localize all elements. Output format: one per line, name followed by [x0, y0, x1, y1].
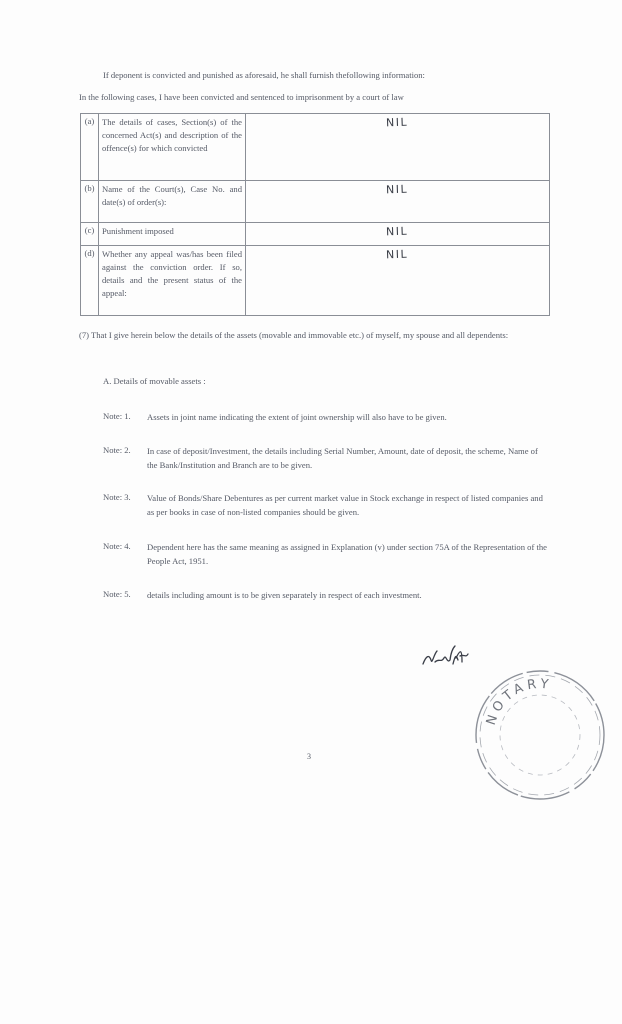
- row-description: Name of the Court(s), Case No. and date(s) of order(s):: [99, 181, 246, 223]
- movable-assets-heading: A. Details of movable assets :: [103, 376, 206, 386]
- note-text: Dependent here has the same meaning as assigned in Explanation (v) under section 75A of the Representation of the People Act, 1951.: [147, 542, 547, 566]
- row-value-handwritten: NIL: [386, 115, 409, 130]
- row-label: (d): [81, 246, 99, 316]
- note-key: Note: 5.: [103, 589, 131, 599]
- table-row: [81, 246, 550, 316]
- row-description: Whether any appeal was/has been filed against the conviction order. If so, details and the present status of the appeal:: [99, 246, 246, 316]
- row-label: (b): [81, 181, 99, 223]
- note-text: In case of deposit/Investment, the details including Serial Number, Amount, date of deposit, the scheme, Name of the Bank/Institution and Branch are to be given.: [147, 446, 538, 470]
- table-row: [81, 223, 550, 246]
- page-number: 3: [307, 752, 311, 761]
- note-key: Note: 4.: [103, 541, 131, 551]
- intro-line-2: In the following cases, I have been convicted and sentenced to imprisonment by a court of law: [79, 92, 404, 102]
- assets-paragraph: (7) That I give herein below the details of the assets (movable and immovable etc.) of myself, my spouse and all dependents:: [79, 330, 509, 340]
- row-value-handwritten: NIL: [386, 224, 409, 239]
- stamp-text: NOTARY: [483, 676, 554, 728]
- notary-stamp: [470, 662, 608, 804]
- table-row: [81, 181, 550, 223]
- intro-line-1: If deponent is convicted and punished as aforesaid, he shall furnish thefollowing information:: [103, 70, 425, 80]
- row-label: (a): [81, 114, 99, 181]
- table-row: [81, 114, 550, 181]
- svg-text:NOTARY: [484, 677, 553, 728]
- note-text: Assets in joint name indicating the extent of joint ownership will also have to be given.: [147, 412, 447, 422]
- row-description: The details of cases, Section(s) of the concerned Act(s) and description of the offence(s) for which convicted: [99, 114, 246, 181]
- note-key: Note: 1.: [103, 411, 131, 421]
- row-value-handwritten: NIL: [386, 247, 409, 262]
- note-text: details including amount is to be given separately in respect of each investment.: [147, 590, 422, 600]
- conviction-details-table: [80, 113, 550, 316]
- row-value-handwritten: NIL: [386, 182, 409, 197]
- note-key: Note: 3.: [103, 492, 131, 502]
- row-description: Punishment imposed: [99, 223, 246, 246]
- signature: [420, 642, 472, 672]
- note-key: Note: 2.: [103, 445, 131, 455]
- note-text: Value of Bonds/Share Debentures as per current market value in Stock exchange in respect of listed companies and as per books in case of non-listed companies should be given.: [147, 493, 543, 517]
- row-label: (c): [81, 223, 99, 246]
